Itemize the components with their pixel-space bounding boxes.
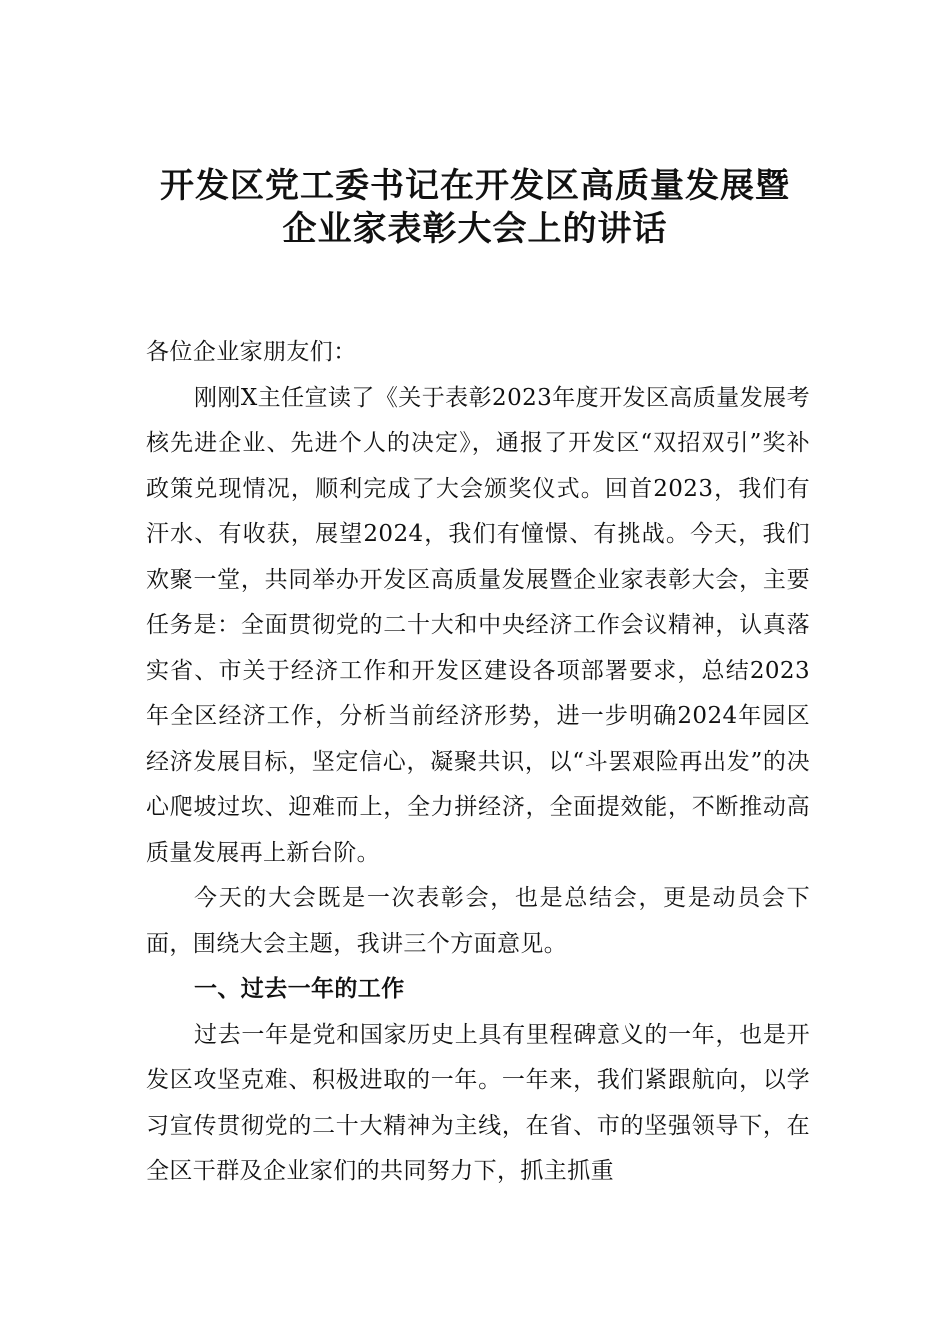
paragraph-2: 今天的大会既是一次表彰会，也是总结会，更是动员会下面，围绕大会主题，我讲三个方面意见。 bbox=[146, 885, 810, 957]
paragraph-3: 过去一年是党和国家历史上具有里程碑意义的一年，也是开发区攻坚克难、积极进取的一年。一年来，我们紧跟航向，以学习宣传贯彻党的二十大精神为主线，在省、市的坚强领导下，在全区干群及企业家们的共同努力下，抓主抓重 bbox=[146, 1021, 810, 1184]
document-title-line-2: 企业家表彰大会上的讲话 bbox=[282, 209, 668, 249]
section-heading-1: 一、过去一年的工作 bbox=[194, 976, 405, 1002]
salutation: 各位企业家朋友们： bbox=[146, 339, 357, 365]
document-title-line-1: 开发区党工委书记在开发区高质量发展暨 bbox=[160, 166, 790, 206]
document-body bbox=[146, 330, 810, 1195]
paragraph-1: 刚刚X主任宣读了《关于表彰2023年度开发区高质量发展考核先进企业、先进个人的决定》，通报了开发区“双招双引”奖补政策兑现情况，顺利完成了大会颁奖仪式。回首2023，我们有汗水、有收获，展望2024，我们有憧憬、有挑战。今天，我们欢聚一堂，共同举办开发区高质量发展暨企业家表彰大会，主要任务是：全面贯彻党的二十大和中央经济工作会议精神，认真落实省、市关于经济工作和开发区建设各项部署要求，总结2023年全区经济工作，分析当前经济形势，进一步明确2024年园区经济发展目标，坚定信心，凝聚共识，以“斗罢艰险再出发”的决心爬坡过坎、迎难而上，全力拼经济，全面提效能，不断推动高质量发展再上新台阶。 bbox=[146, 384, 810, 866]
